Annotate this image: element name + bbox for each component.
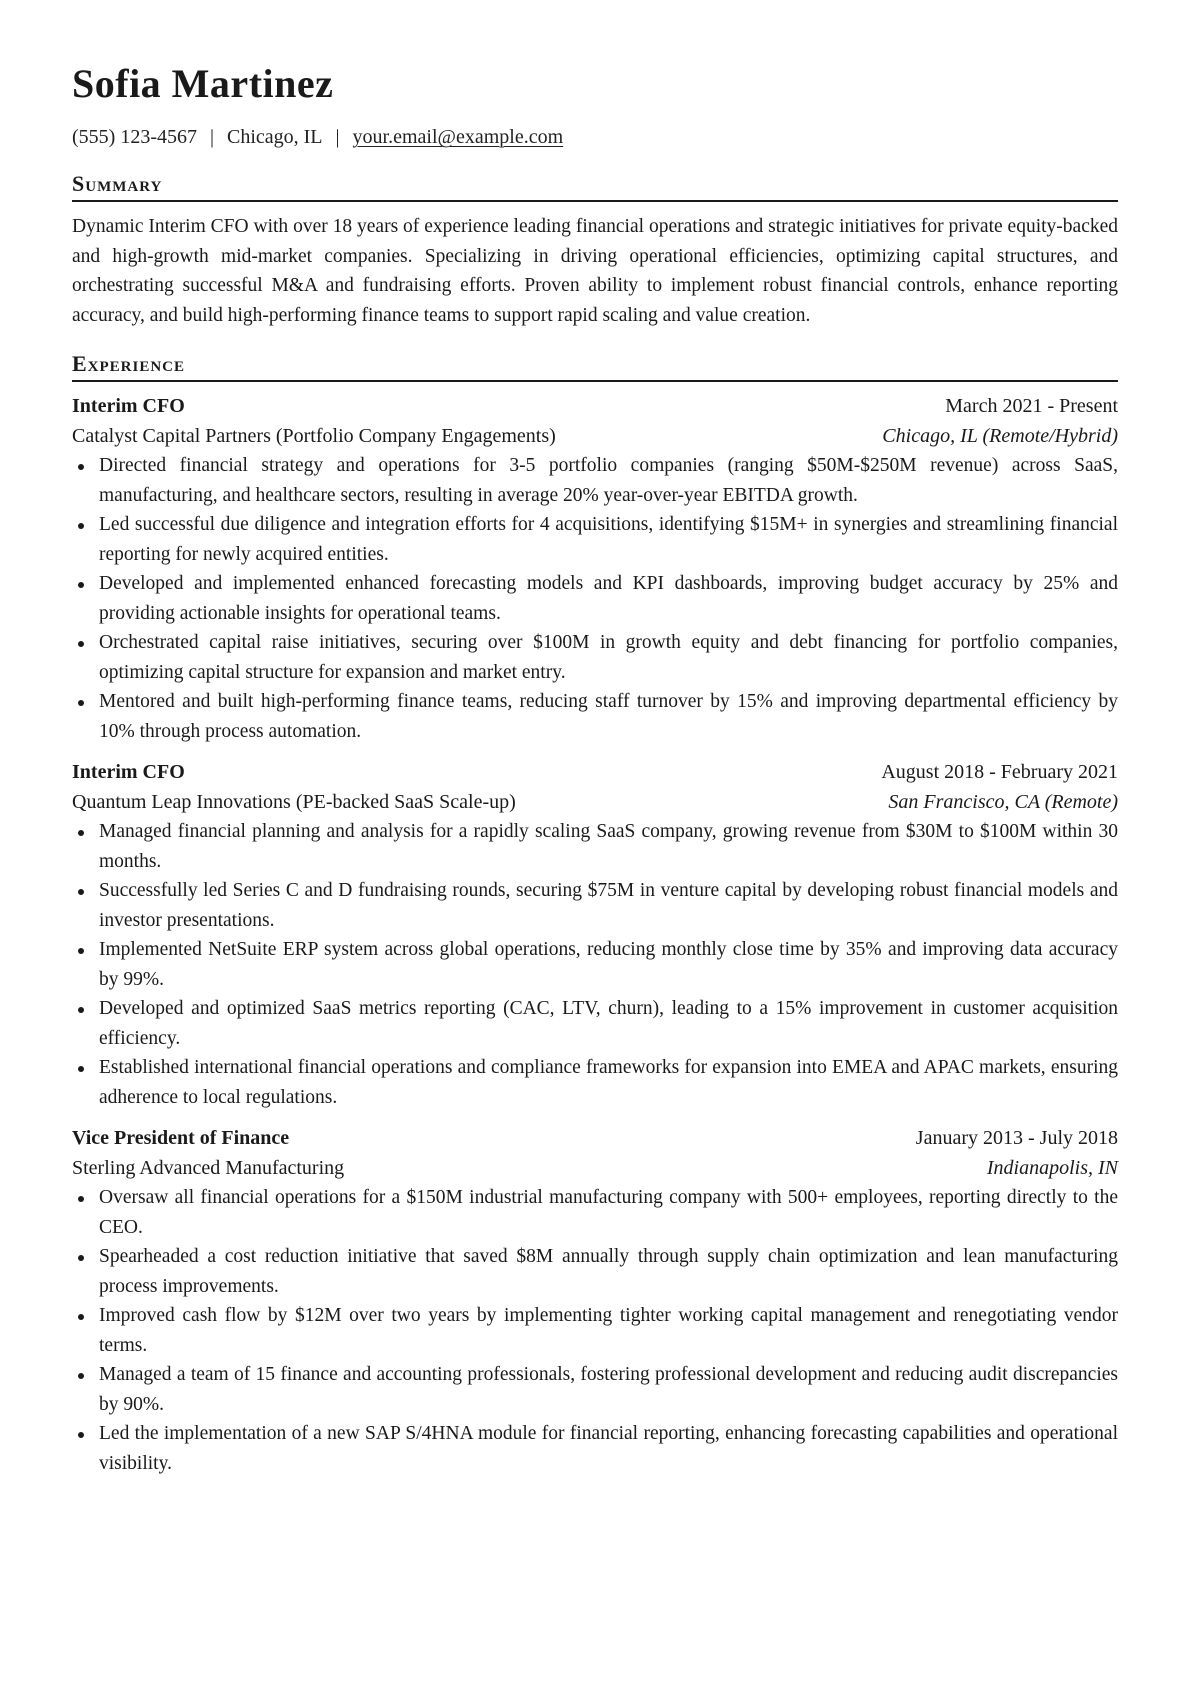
- summary-text: Dynamic Interim CFO with over 18 years of experience leading financial operations and strategic initiatives for private equity-backed and high-growth mid-market companies. Specializing in driving operational efficiencies, optimizing capital structures, and orchestrating successful M&A and fundraising efforts. Proven ability to implement robust financial controls, enhance reporting accuracy, and build high-performing finance teams to support rapid scaling and value creation.: [72, 216, 1118, 326]
- bullet-icon: [78, 1066, 84, 1072]
- contact-line: [72, 124, 1118, 150]
- bullet-icon: [78, 523, 84, 529]
- job-bullets: [72, 817, 1118, 1112]
- job-entry: [72, 758, 1118, 1112]
- bullet-item: [72, 510, 1118, 569]
- job-title: Interim CFO: [72, 395, 185, 417]
- job-bullets: [72, 1183, 1118, 1478]
- bullet-text: Directed financial strategy and operations for 3-5 portfolio companies (ranging $50M-$250M revenue) across SaaS, manufacturing, and healthcare sectors, resulting in average 20% year-over-year EBITDA growth.: [99, 455, 1118, 506]
- summary-heading: Summary: [72, 170, 1118, 202]
- bullet-item: [72, 1419, 1118, 1478]
- bullet-icon: [78, 641, 84, 647]
- job-header-row: [72, 758, 1118, 788]
- location: Chicago, IL: [227, 126, 323, 148]
- job-company-row: [72, 1154, 1118, 1184]
- bullet-item: [72, 935, 1118, 994]
- job-dates: August 2018 - February 2021: [881, 761, 1118, 783]
- bullet-text: Managed financial planning and analysis for a rapidly scaling SaaS company, growing revenue from $30M to $100M within 30 months.: [99, 821, 1118, 872]
- job-location: San Francisco, CA (Remote): [888, 790, 1118, 813]
- bullet-text: Mentored and built high-performing finance teams, reducing staff turnover by 15% and improving departmental efficiency by 10% through process automation.: [99, 691, 1118, 742]
- bullet-text: Implemented NetSuite ERP system across global operations, reducing monthly close time by 35% and improving data accuracy by 99%.: [99, 939, 1118, 990]
- bullet-text: Successfully led Series C and D fundraising rounds, securing $75M in venture capital by developing robust financial models and investor presentations.: [99, 880, 1118, 931]
- bullet-icon: [78, 889, 84, 895]
- bullet-item: [72, 569, 1118, 628]
- contact-separator: |: [335, 126, 340, 148]
- job-title: Interim CFO: [72, 761, 185, 783]
- bullet-text: Led successful due diligence and integration efforts for 4 acquisitions, identifying $15M+ in synergies and streamlining financial reporting for newly acquired entities.: [99, 514, 1118, 565]
- bullet-text: Oversaw all financial operations for a $150M industrial manufacturing company with 500+ employees, reporting directly to the CEO.: [99, 1187, 1118, 1238]
- bullet-text: Spearheaded a cost reduction initiative that saved $8M annually through supply chain optimization and lean manufacturing process improvements.: [99, 1246, 1118, 1297]
- job-header-row: [72, 1124, 1118, 1154]
- bullet-icon: [78, 1196, 84, 1202]
- bullet-item: [72, 628, 1118, 687]
- bullet-icon: [78, 1314, 84, 1320]
- bullet-icon: [78, 1007, 84, 1013]
- job-dates: January 2013 - July 2018: [915, 1127, 1118, 1149]
- bullet-text: Led the implementation of a new SAP S/4HNA module for financial reporting, enhancing forecasting capabilities and operational visibility.: [99, 1423, 1118, 1474]
- bullet-item: [72, 451, 1118, 510]
- email-link[interactable]: your.email@example.com: [352, 126, 564, 148]
- job-entry: [72, 392, 1118, 746]
- bullet-text: Developed and implemented enhanced forecasting models and KPI dashboards, improving budget accuracy by 25% and providing actionable insights for operational teams.: [99, 573, 1118, 624]
- job-header-row: [72, 392, 1118, 422]
- bullet-item: [72, 994, 1118, 1053]
- bullet-icon: [78, 948, 84, 954]
- bullet-icon: [78, 1255, 84, 1261]
- job-location: Chicago, IL (Remote/Hybrid): [882, 424, 1118, 447]
- job-title: Vice President of Finance: [72, 1127, 290, 1149]
- bullet-text: Managed a team of 15 finance and accounting professionals, fostering professional development and reducing audit discrepancies by 90%.: [99, 1364, 1118, 1415]
- candidate-name: Sofia Martinez: [72, 61, 334, 106]
- bullet-item: [72, 1053, 1118, 1112]
- bullet-item: [72, 876, 1118, 935]
- job-company-row: [72, 788, 1118, 818]
- job-dates: March 2021 - Present: [945, 395, 1118, 417]
- job-bullets: [72, 451, 1118, 746]
- bullet-item: [72, 1183, 1118, 1242]
- bullet-icon: [78, 830, 84, 836]
- experience-heading: Experience: [72, 350, 1118, 382]
- job-company-row: [72, 422, 1118, 452]
- bullet-icon: [78, 1432, 84, 1438]
- bullet-item: [72, 817, 1118, 876]
- bullet-text: Established international financial operations and compliance frameworks for expansion into EMEA and APAC markets, ensuring adherence to local regulations.: [99, 1057, 1118, 1108]
- bullet-item: [72, 1301, 1118, 1360]
- bullet-icon: [78, 582, 84, 588]
- job-company: Sterling Advanced Manufacturing: [72, 1156, 345, 1179]
- job-location: Indianapolis, IN: [986, 1156, 1118, 1179]
- bullet-text: Orchestrated capital raise initiatives, securing over $100M in growth equity and debt financing for portfolio companies, optimizing capital structure for expansion and market entry.: [99, 632, 1118, 683]
- phone-number: (555) 123-4567: [72, 126, 197, 148]
- contact-separator: |: [209, 126, 214, 148]
- bullet-item: [72, 1242, 1118, 1301]
- bullet-text: Improved cash flow by $12M over two years by implementing tighter working capital management and renegotiating vendor terms.: [99, 1305, 1118, 1356]
- bullet-icon: [78, 1373, 84, 1379]
- job-company: Catalyst Capital Partners (Portfolio Company Engagements): [72, 424, 556, 447]
- job-company: Quantum Leap Innovations (PE-backed SaaS Scale-up): [72, 790, 516, 813]
- job-entry: [72, 1124, 1118, 1478]
- bullet-item: [72, 1360, 1118, 1419]
- bullet-icon: [78, 700, 84, 706]
- bullet-text: Developed and optimized SaaS metrics reporting (CAC, LTV, churn), leading to a 15% improvement in customer acquisition efficiency.: [99, 998, 1118, 1049]
- bullet-icon: [78, 464, 84, 470]
- bullet-item: [72, 687, 1118, 746]
